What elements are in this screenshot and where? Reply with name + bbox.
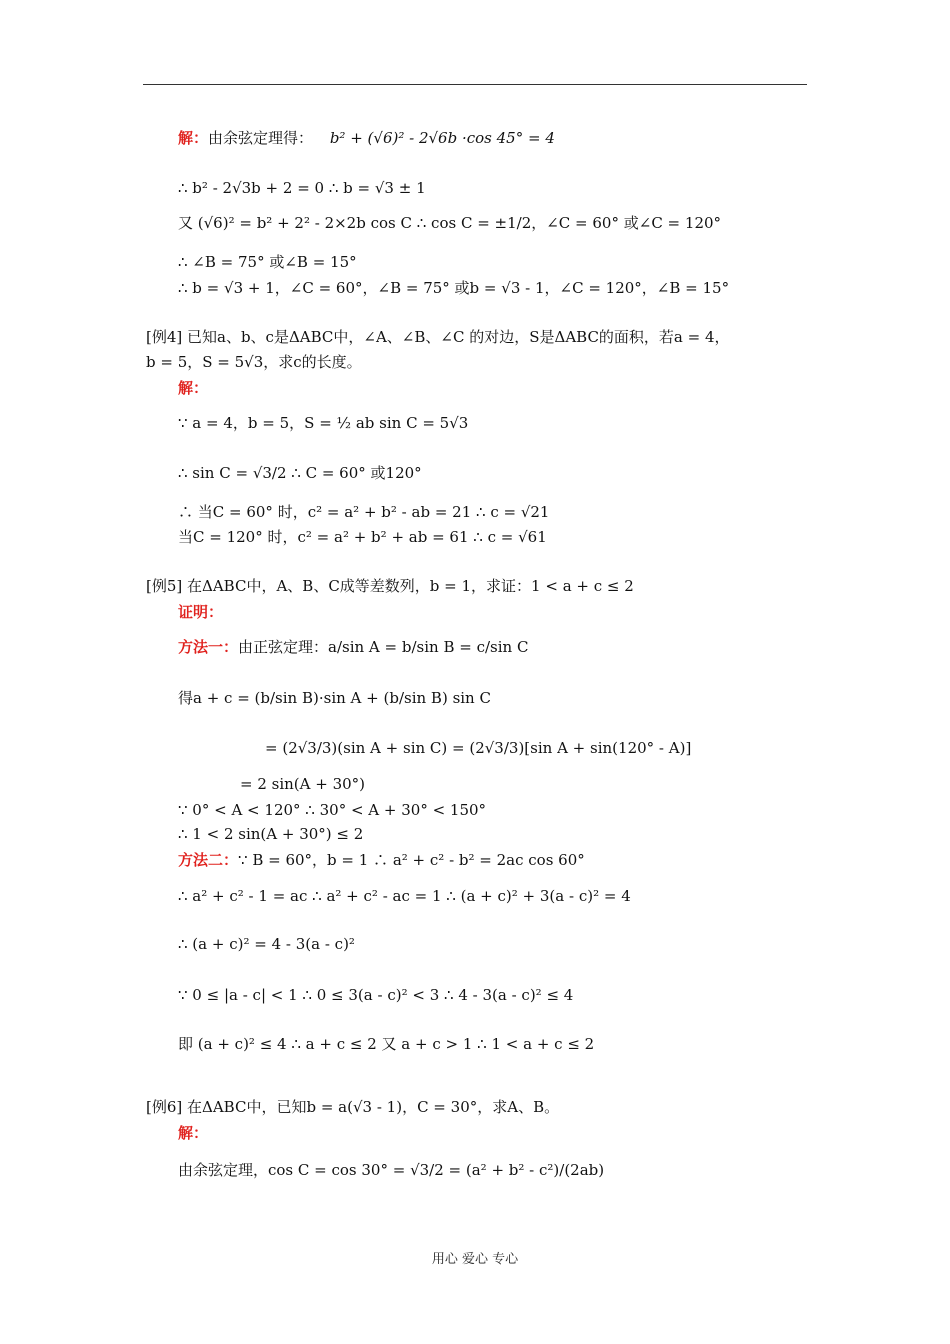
ex5-proof-label: 证明： xyxy=(178,603,224,621)
ex5-m2-line-3: ∴ (a + c)² = 4 - 3(a - c)² xyxy=(178,935,355,953)
ex3-line-2: ∴ b² - 2√3b + 2 = 0 ∴ b = √3 ± 1 xyxy=(178,179,426,197)
ex5-m1-line-5: ∵ 0° < A < 120° ∴ 30° < A + 30° < 150° xyxy=(178,801,487,819)
ex6-question: [例6] 在ΔABC中，已知b = a(√3 - 1)，C = 30°，求A、B。 xyxy=(146,1098,560,1116)
ex6-solution-label: 解： xyxy=(178,1124,209,1142)
ex3-line-4: ∴ ∠B = 75° 或∠B = 15° xyxy=(178,253,357,271)
method-two-label: 方法二： xyxy=(178,851,239,869)
ex3-line-1 xyxy=(178,128,555,148)
header-rule xyxy=(143,84,807,85)
ex3-line-1-math: b² + (√6)² - 2√6b ·cos 45° = 4 xyxy=(329,129,555,147)
ex5-m1-line-4: = 2 sin(A + 30°) xyxy=(240,775,366,793)
ex6-line-1: 由余弦定理，cos C = cos 30° = √3/2 = (a² + b² - c²)/(2ab) xyxy=(178,1161,605,1179)
ex4-question-2: b = 5，S = 5√3，求c的长度。 xyxy=(146,353,362,371)
ex3-line-5: ∴ b = √3 + 1，∠C = 60°，∠B = 75° 或b = √3 - 1，∠C = 120°，∠B = 15° xyxy=(178,279,730,297)
ex3-line-1-text: 由余弦定理得： xyxy=(208,129,314,147)
ex4-line-2: ∴ sin C = √3/2 ∴ C = 60° 或120° xyxy=(178,464,422,482)
ex3-line-3: 又 (√6)² = b² + 2² - 2×2b cos C ∴ cos C = ±1/2，∠C = 60° 或∠C = 120° xyxy=(178,214,722,232)
solution-label: 解： xyxy=(178,129,209,147)
ex5-m2-line-1-text: ∵ B = 60°，b = 1 ∴ a² + c² - b² = 2ac cos 60° xyxy=(238,851,585,869)
ex5-m2-line-5: 即 (a + c)² ≤ 4 ∴ a + c ≤ 2 又 a + c > 1 ∴ 1 < a + c ≤ 2 xyxy=(178,1035,595,1053)
method-one-label: 方法一： xyxy=(178,638,239,656)
ex5-m1-line-2: 得a + c = (b/sin B)·sin A + (b/sin B) sin C xyxy=(178,689,491,707)
ex5-m1-line-1 xyxy=(178,637,528,657)
ex5-m1-line-1-text: 由正弦定理：a/sin A = b/sin B = c/sin C xyxy=(238,638,529,656)
ex5-m2-line-1 xyxy=(178,850,585,870)
ex5-m2-line-2: ∴ a² + c² - 1 = ac ∴ a² + c² - ac = 1 ∴ (a + c)² + 3(a - c)² = 4 xyxy=(178,887,631,905)
ex4-line-4: 当C = 120° 时，c² = a² + b² + ab = 61 ∴ c = √61 xyxy=(178,528,547,546)
ex5-m1-line-3: = (2√3/3)(sin A + sin C) = (2√3/3)[sin A + sin(120° - A)] xyxy=(265,739,692,757)
ex5-m2-line-4: ∵ 0 ≤ |a - c| < 1 ∴ 0 ≤ 3(a - c)² < 3 ∴ 4 - 3(a - c)² ≤ 4 xyxy=(178,986,574,1004)
ex4-question-1: [例4] 已知a、b、c是ΔABC中，∠A、∠B、∠C 的对边，S是ΔABC的面积，若a = 4， xyxy=(146,328,730,346)
ex4-line-1: ∵ a = 4，b = 5，S = ½ ab sin C = 5√3 xyxy=(178,414,469,432)
ex5-question: [例5] 在ΔABC中，A、B、C成等差数列，b = 1，求证：1 < a + c ≤ 2 xyxy=(146,577,634,595)
page-footer: 用心 爱心 专心 xyxy=(431,1252,519,1267)
ex4-line-3: ∴ 当C = 60° 时，c² = a² + b² - ab = 21 ∴ c = √21 xyxy=(178,503,550,521)
ex4-solution-label: 解： xyxy=(178,379,209,397)
ex5-m1-line-6: ∴ 1 < 2 sin(A + 30°) ≤ 2 xyxy=(178,825,364,843)
